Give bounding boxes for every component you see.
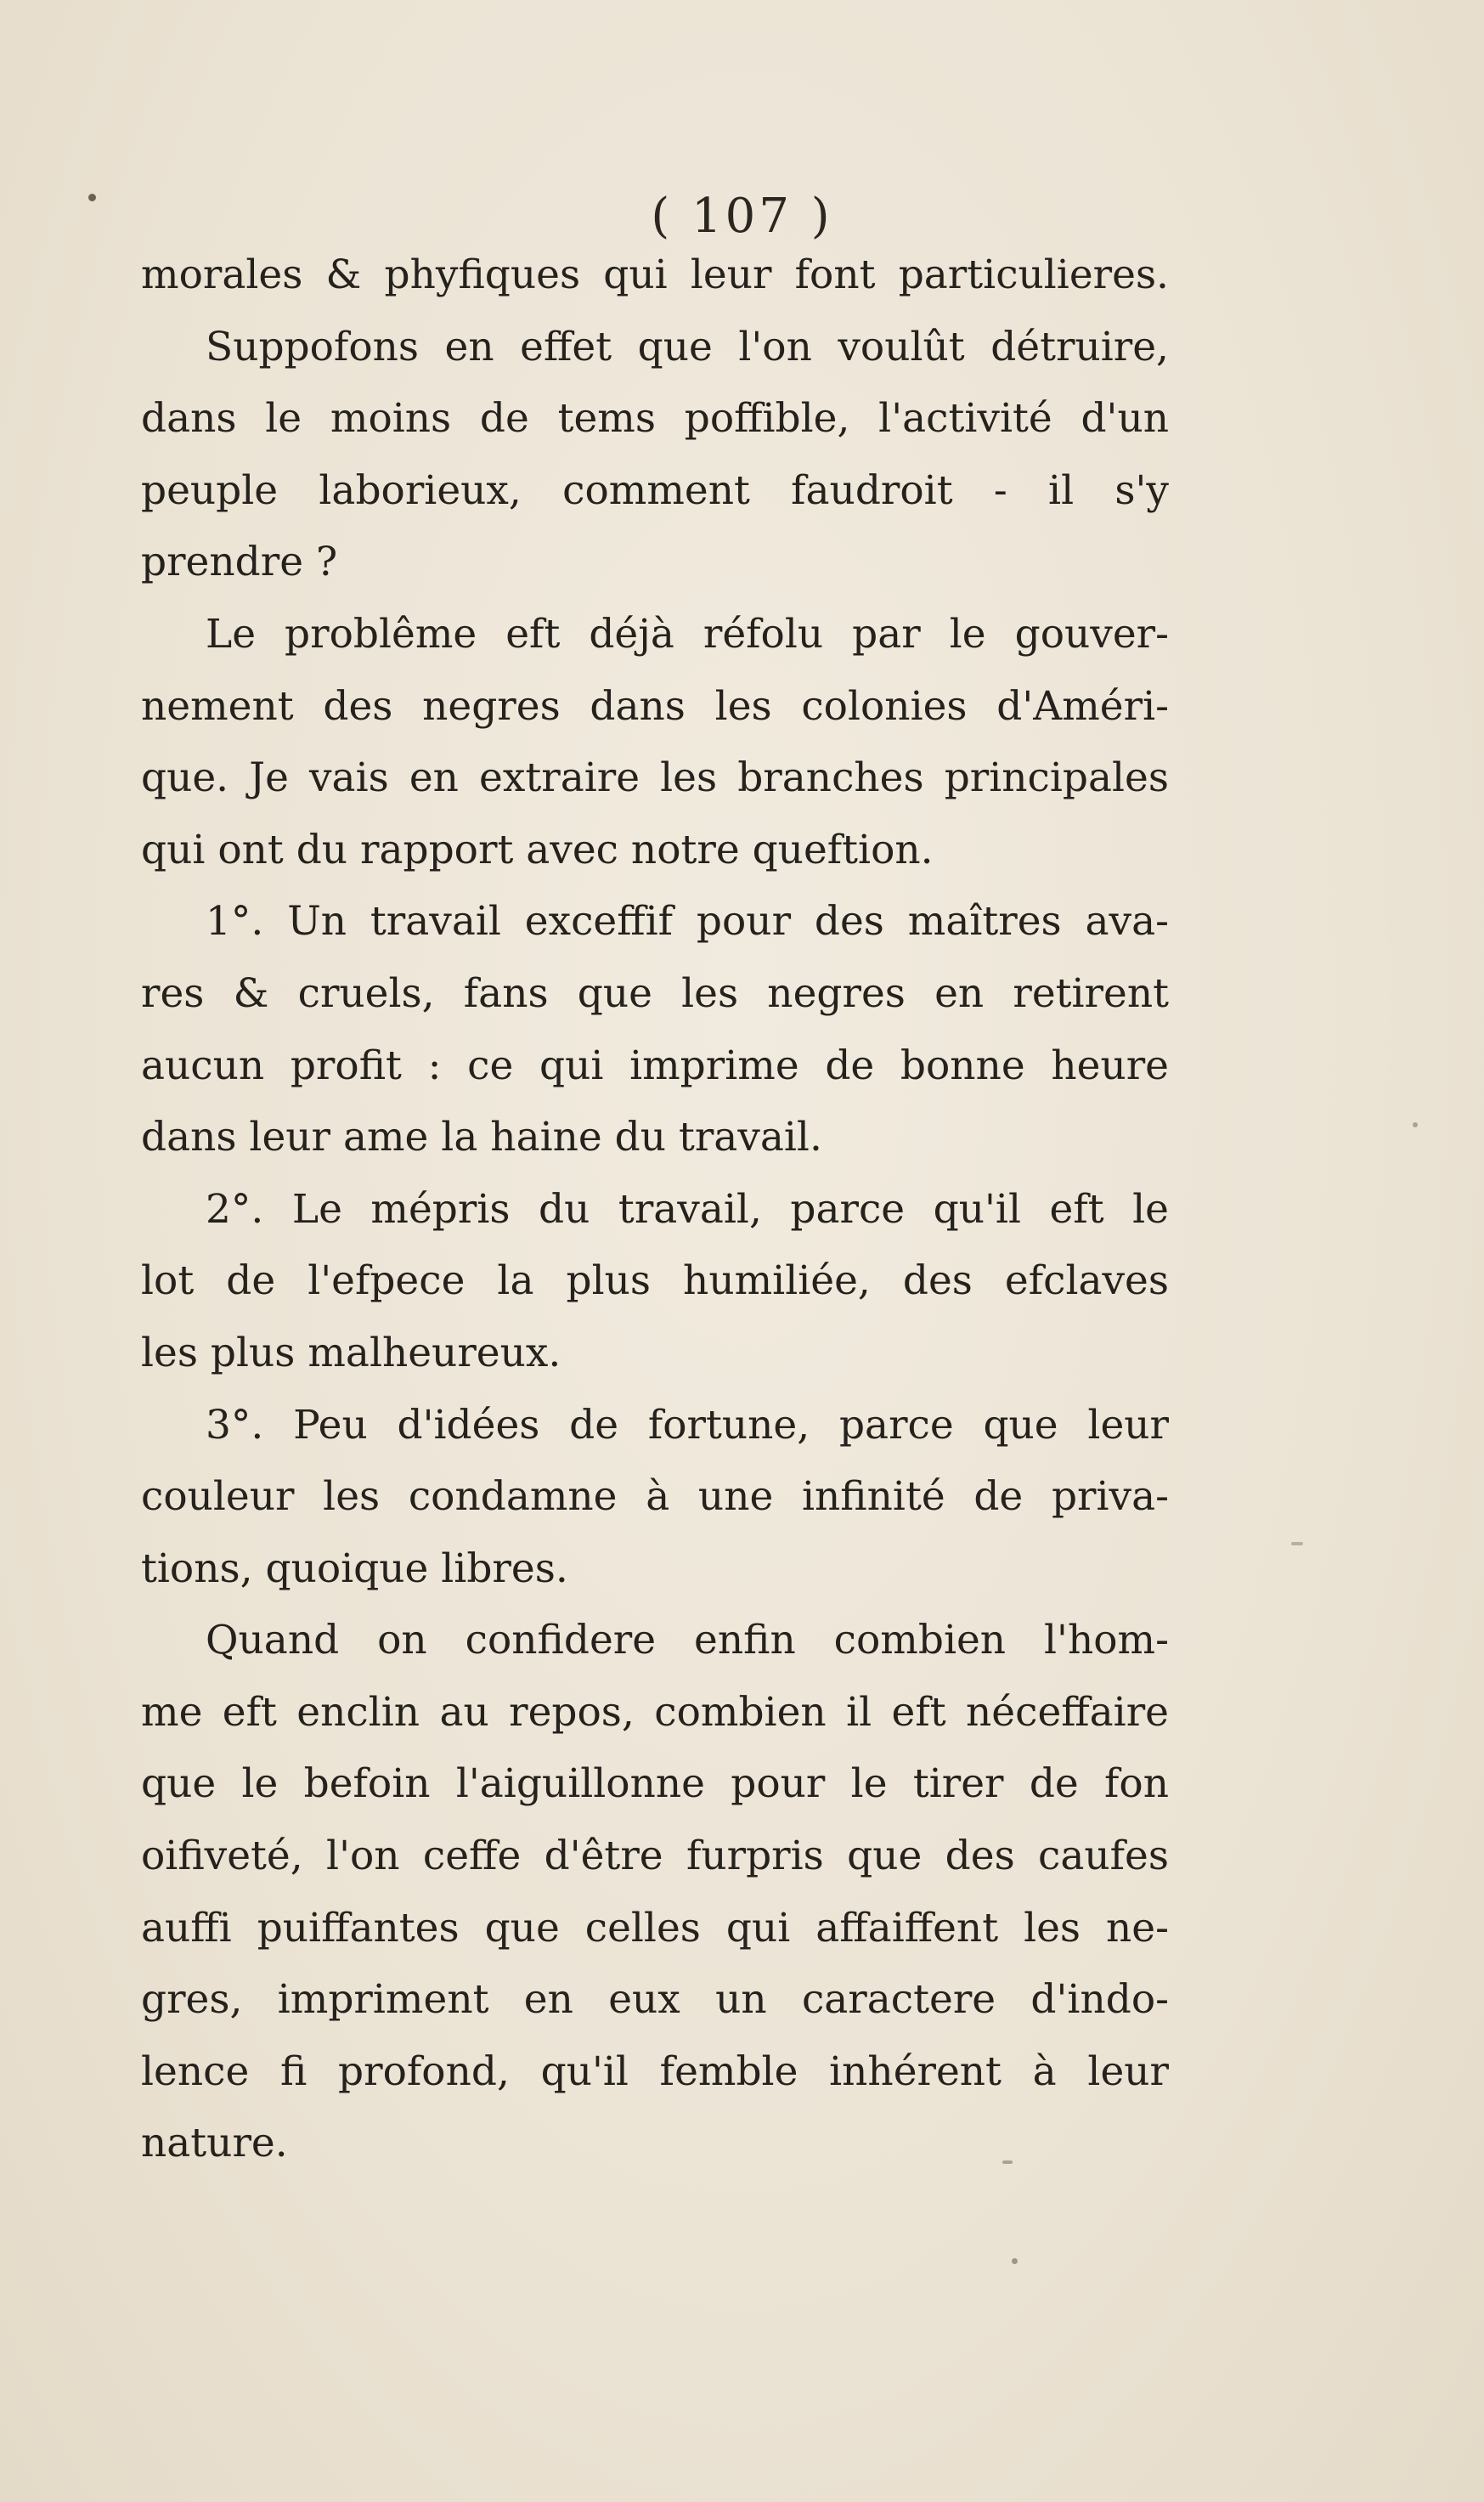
body-text — [141, 240, 1169, 2180]
text-line: dans le moins de tems poffible, l'activité d'un — [141, 395, 1169, 443]
text-line: res & cruels, fans que les negres en retirent — [141, 969, 1169, 1017]
text-line: Le problême eft déjà réfolu par le gouver- — [206, 610, 1169, 658]
ink-speck — [1291, 1542, 1303, 1545]
text-line: aucun profit : ce qui imprime de bonne heure — [141, 1042, 1169, 1089]
text-line: tions, quoique libres. — [141, 1545, 568, 1592]
text-line: Suppofons en effet que l'on voulût détruire, — [206, 323, 1169, 370]
text-line: que. Je vais en extraire les branches principales — [141, 754, 1169, 802]
text-line: me eft enclin au repos, combien il eft néceffaire — [141, 1688, 1169, 1736]
text-line: 2°. Le mépris du travail, parce qu'il eft le — [206, 1185, 1169, 1233]
text-line: 1°. Un travail exceffif pour des maîtres ava- — [206, 898, 1169, 946]
text-line: lence fi profond, qu'il femble inhérent à leur — [141, 2047, 1169, 2095]
text-line: couleur les condamne à une infinité de priva- — [141, 1473, 1169, 1521]
text-line: prendre ? — [141, 539, 338, 586]
text-line: morales & phyfiques qui leur font particulieres. — [141, 251, 1169, 298]
text-line: qui ont du rapport avec notre queftion. — [141, 826, 934, 873]
text-line: lot de l'efpece la plus humiliée, des efclaves — [141, 1257, 1169, 1305]
text-line: nement des negres dans les colonies d'Améri- — [141, 682, 1169, 730]
text-line: auffi puiffantes que celles qui affaiffent les ne- — [141, 1904, 1169, 1951]
ink-speck — [1012, 2258, 1018, 2264]
text-line: oifiveté, l'on ceffe d'être furpris que des caufes — [141, 1833, 1169, 1880]
text-line: gres, impriment en eux un caractere d'indo- — [141, 1976, 1169, 2024]
text-line: Quand on confidere enfin combien l'hom- — [206, 1617, 1169, 1664]
text-line: nature. — [141, 2120, 288, 2167]
text-line: peuple laborieux, comment faudroit - il s'y — [141, 466, 1169, 514]
text-line: 3°. Peu d'idées de fortune, parce que leur — [206, 1401, 1169, 1449]
page-number-header: ( 107 ) — [651, 189, 833, 244]
text-line: les plus malheureux. — [141, 1329, 561, 1376]
text-line: dans leur ame la haine du travail. — [141, 1114, 822, 1161]
text-line: que le befoin l'aiguillonne pour le tirer de fon — [141, 1760, 1169, 1808]
ink-speck — [1413, 1122, 1418, 1127]
